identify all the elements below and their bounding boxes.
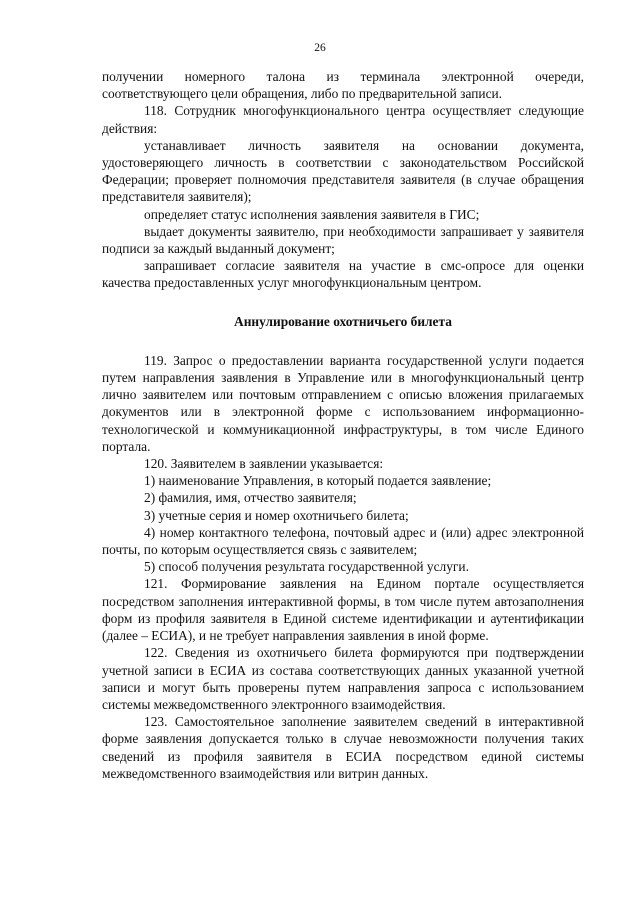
paragraph-sms-survey: запрашивает согласие заявителя на участие в смс-опросе для оценки качества предоставленных услуг многофункциональным центром. [102, 258, 584, 291]
list-item-5: 5) способ получения результата государственной услуги. [144, 559, 469, 575]
paragraph-122: 122. Сведения из охотничьего билета формируются при подтверждении учетной записи в ЕСИА из состава соответствующих данных указанной учетной записи и могут быть проверены путем направления запроса с использованием системы межведомственного электронного взаимодействия. [102, 645, 584, 712]
paragraph-issue-documents: выдает документы заявителю, при необходимости запрашивает у заявителя подписи за каждый выданный документ; [102, 223, 584, 257]
section-heading: Аннулирование охотничьего билета [234, 313, 452, 329]
paragraph-status-check: определяет статус исполнения заявления заявителя в ГИС; [144, 206, 480, 222]
paragraph-121: 121. Формирование заявления на Едином портале осуществляется посредством заполнения интерактивной формы, в том числе путем автозаполнения форм из профиля заявителя в Единой системе идентификации и аутентификации (далее – ЕСИА), и не требует направления заявления в иной форме. [102, 576, 584, 644]
paragraph-118: 118. Сотрудник многофункционального центра осуществляет следующие действия: [102, 103, 584, 136]
paragraph-119: 119. Запрос о предоставлении варианта государственной услуги подается путем направления заявления в Управление или в многофункциональный центр лично заявителем или почтовым отправлением с описью вложения прилагаемых документов или в электронной форме с использованием информационно-технологической и коммуникационной инфраструктуры, в том числе Единого портала. [102, 352, 584, 454]
list-item-3: 3) учетные серия и номер охотничьего билета; [144, 507, 409, 523]
paragraph-identity-check: устанавливает личность заявителя на основании документа, удостоверяющего личность в соответствии с законодательством Российской Федерации; проверяет полномочия представителя заявителя (в случае обращения представителя заявителя); [102, 137, 584, 205]
page-number: 26 [314, 42, 326, 54]
paragraph-continuation: получении номерного талона из терминала электронной очереди, соответствующего цели обращения, либо по предварительной записи. [102, 69, 584, 102]
document-body [102, 68, 584, 782]
list-item-4: 4) номер контактного телефона, почтовый адрес и (или) адрес электронной почты, по которым осуществляется связь с заявителем; [102, 524, 584, 558]
list-item-2: 2) фамилия, имя, отчество заявителя; [144, 490, 357, 506]
paragraph-123: 123. Самостоятельное заполнение заявителем сведений в интерактивной форме заявления допускается только в случае невозможности получения таких сведений из профиля заявителя в ЕСИА посредством единой системы межведомственного взаимодействия или витрин данных. [102, 714, 584, 781]
paragraph-120: 120. Заявителем в заявлении указывается: [144, 456, 384, 472]
list-item-1: 1) наименование Управления, в который подается заявление; [144, 473, 492, 489]
